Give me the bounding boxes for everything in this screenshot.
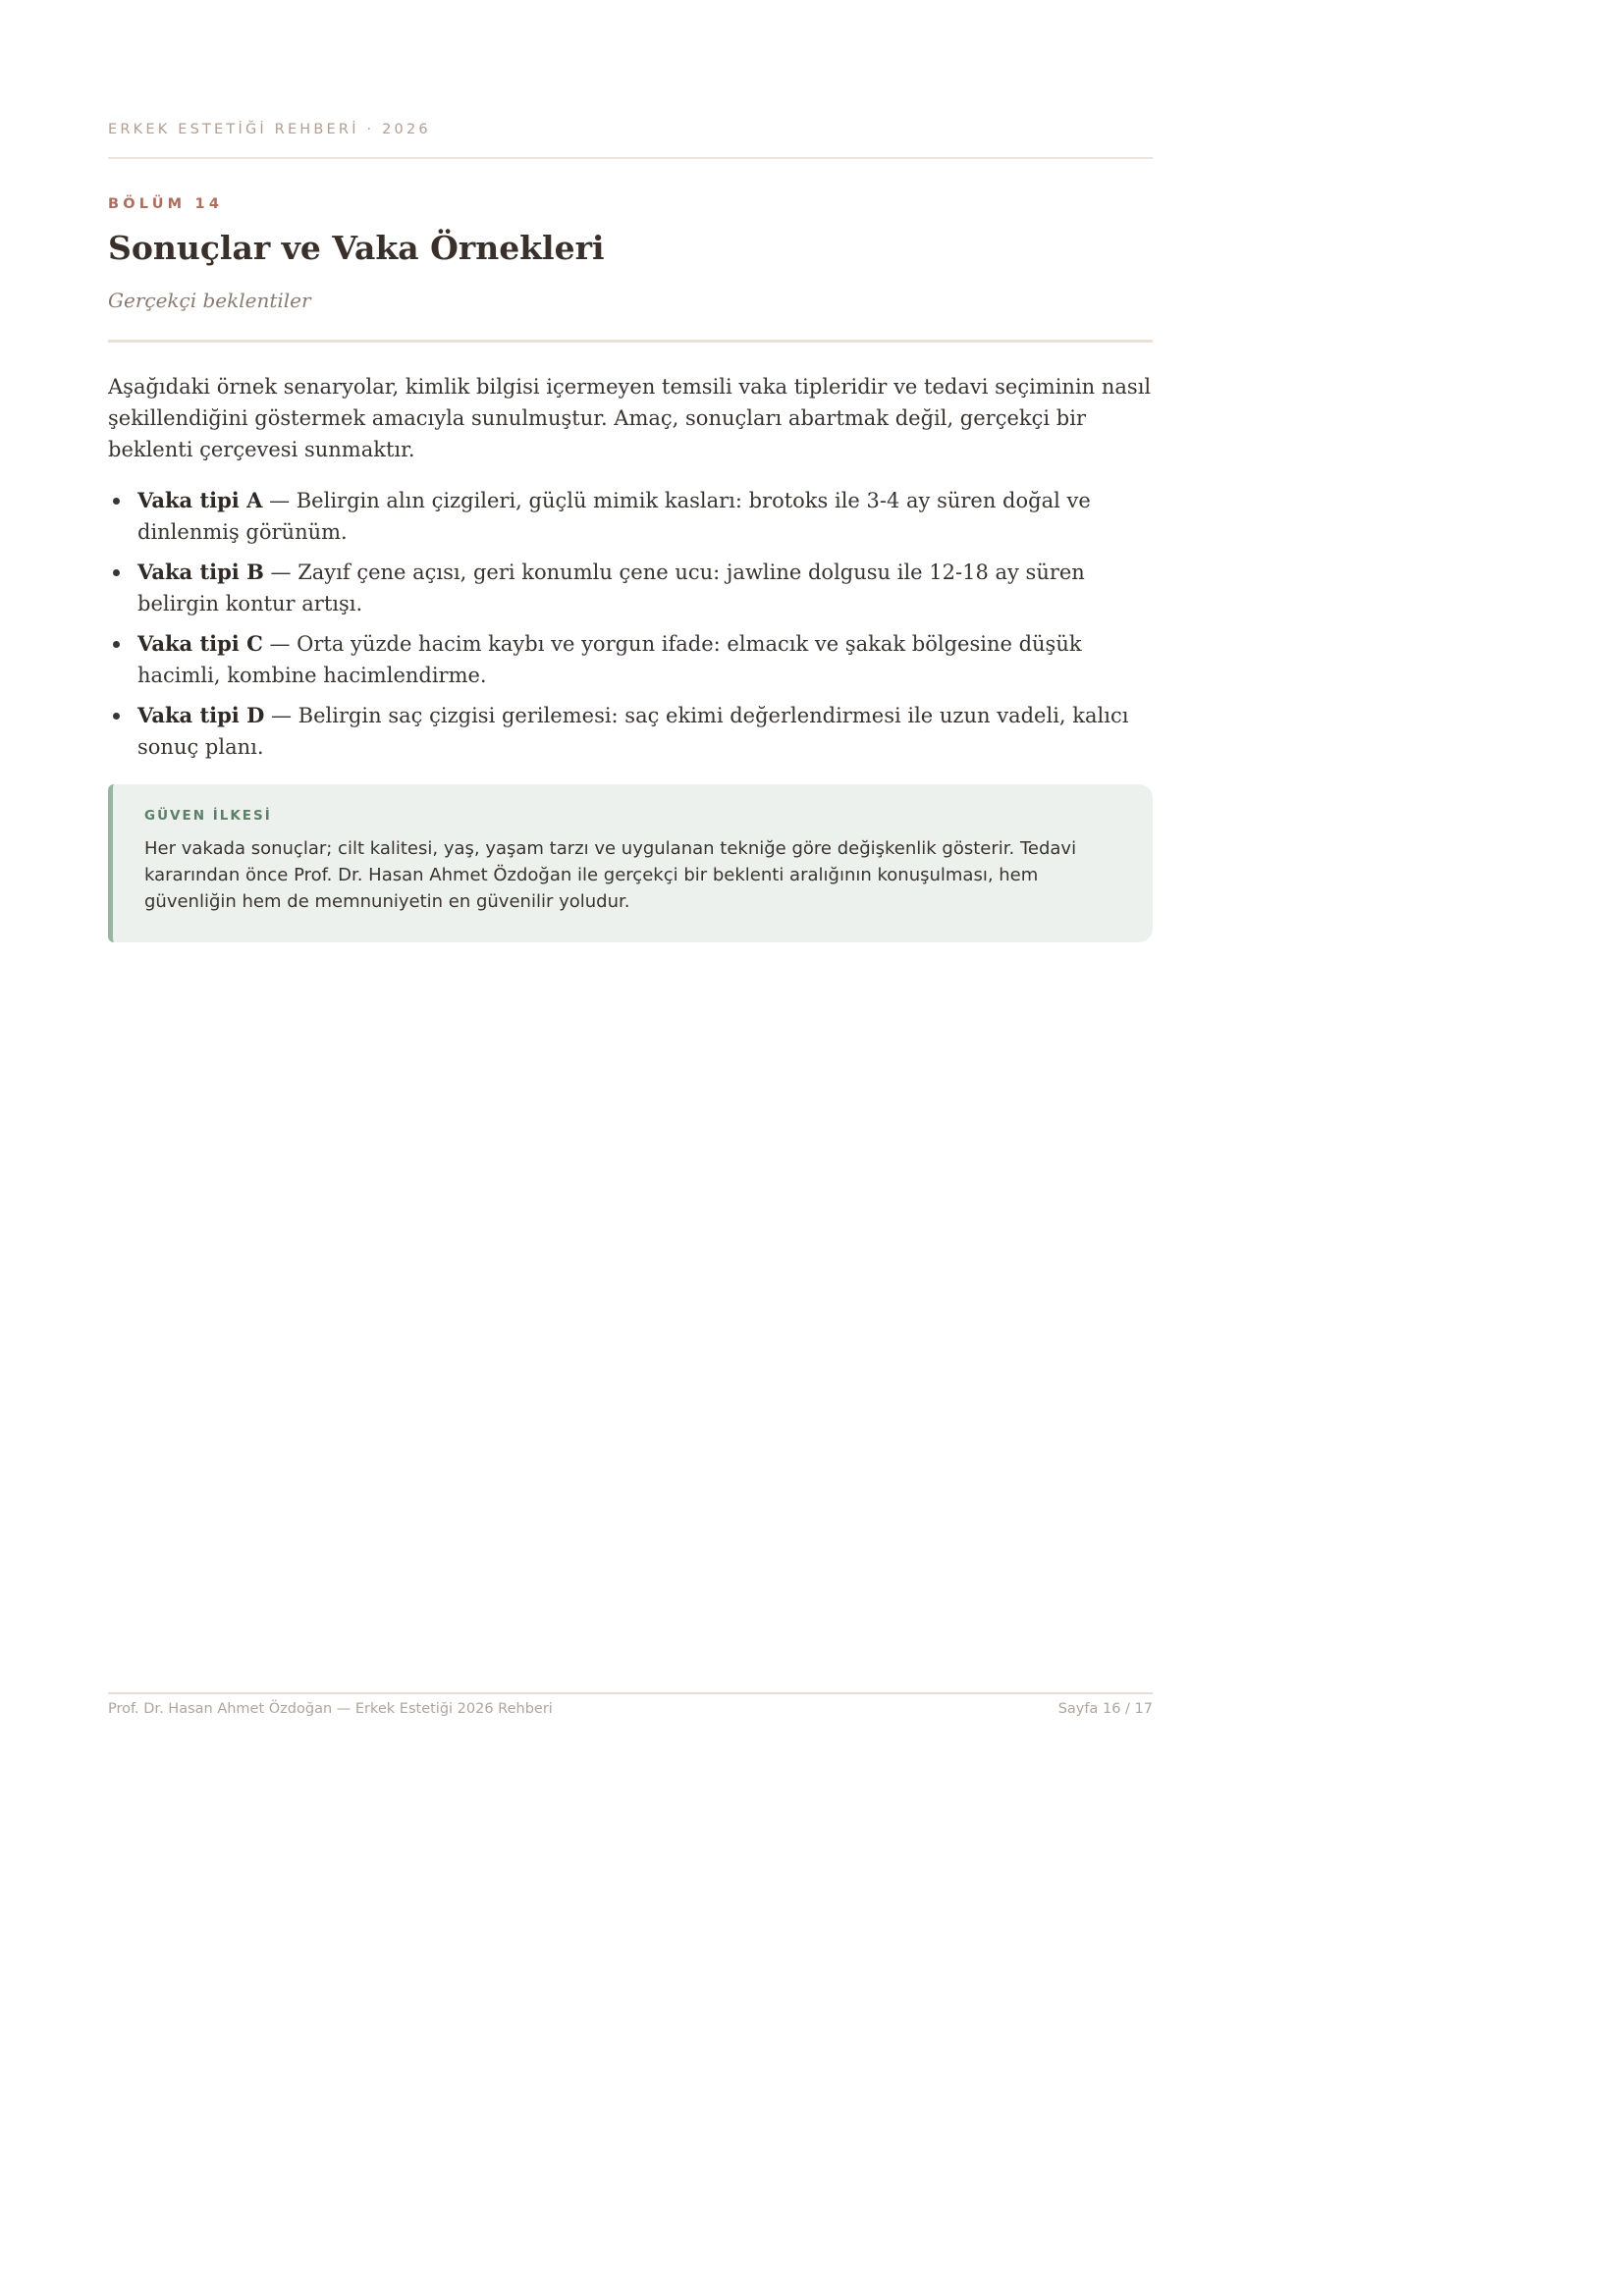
bullet-icon [113,569,120,576]
title-divider [108,340,1153,343]
bullet-icon [113,498,120,505]
case-item-c [108,628,1153,691]
footer-divider [108,1692,1153,1694]
bullet-icon [113,713,120,720]
header-divider [108,157,1153,159]
chapter-title: Sonuçlar ve Vaka Örnekleri [108,229,605,267]
chapter-subtitle: Gerçekçi beklentiler [108,289,311,312]
document-page [108,0,1153,1728]
case-description: — Belirgin saç çizgisi gerilemesi: saç ekimi değerlendirmesi ile uzun vadeli, kalıcı sonuç planı. [137,704,1129,759]
case-description: — Zayıf çene açısı, geri konumlu çene ucu: jawline dolgusu ile 12-18 ay süren belirgin kontur artışı. [137,561,1085,615]
case-label: Vaka tipi A [137,488,263,512]
footer-author: Prof. Dr. Hasan Ahmet Özdoğan — Erkek Estetiği 2026 Rehberi [108,1701,553,1717]
callout-text: Her vakada sonuçlar; cilt kalitesi, yaş, yaşam tarzı ve uygulanan tekniğe göre değişkenlik gösterir. Tedavi kararından önce Prof. Dr. Hasan Ahmet Özdoğan ile gerçekçi bir beklenti aralığının konuşulması, hem güvenliğin hem de memnuniyetin en güvenilir yoludur. [144,838,1077,912]
case-label: Vaka tipi C [137,631,263,656]
running-header: ERKEK ESTETİĞİ REHBERİ · 2026 [108,122,431,137]
case-item-a [108,485,1153,548]
intro-paragraph: Aşağıdaki örnek senaryolar, kimlik bilgisi içermeyen temsili vaka tipleridir ve tedavi seçiminin nasıl şekillendiğini göstermek amacıyla sunulmuştur. Amaç, sonuçları abartmak değil, gerçekçi bir beklenti çerçevesi sunmaktır. [108,375,1152,461]
case-label: Vaka tipi D [137,703,265,727]
bullet-icon [113,641,120,648]
case-description: — Belirgin alın çizgileri, güçlü mimik kasları: brotoks ile 3-4 ay süren doğal ve dinlenmiş görünüm. [137,489,1091,544]
page-number: Sayfa 16 / 17 [1057,1701,1153,1717]
callout-title: GÜVEN İLKESİ [144,808,272,824]
trust-principle-callout [108,784,1153,942]
chapter-number: BÖLÜM 14 [108,196,224,212]
case-item-b [108,557,1153,619]
case-item-d [108,700,1153,763]
case-label: Vaka tipi B [137,560,264,584]
case-list [108,485,1153,772]
case-description: — Orta yüzde hacim kaybı ve yorgun ifade: elmacık ve şakak bölgesine düşük hacimli, kombine hacimlendirme. [137,632,1082,687]
